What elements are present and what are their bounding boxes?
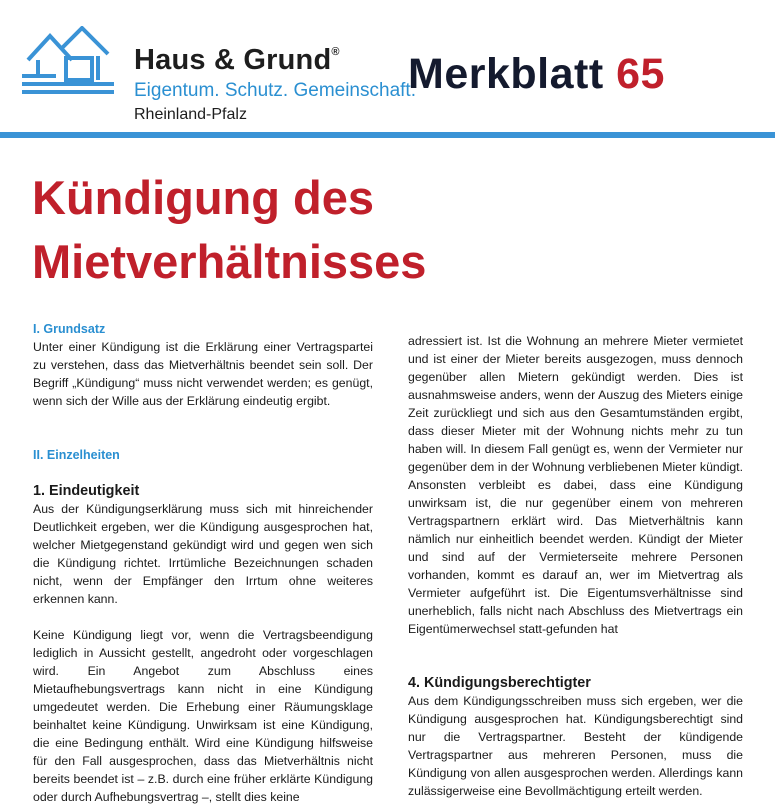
continuation-text: adressiert ist. Ist die Wohnung an mehrere Mieter vermietet und ist einer der Mieter bereits ausgezogen, muss dennoch gegenüber allen Mietern gekündigt werden. Dies ist ausnahmsweise anders, wenn der Auszug des Mieters einige Zeit zurückliegt und sich aus den Gesamtumständen ergibt, dass dieser Mieter mit der Wohnung nichts mehr zu tun haben will. In diesem Fall genügt es, wenn der Vermieter nur gegenüber dem in der Wohnung verbliebenen Mieter kündigt. Ansonsten verbleibt es dabei, dass eine Kündigung unwirksam ist, die nur gegenüber einem von mehreren Vertragspartnern erklärt wird. Das Mietverhältnis kann nämlich nur einheitlich beendet werden. Kündigt der Mieter und sind auf der Vermieterseite mehrere Personen vorhanden, kommt es darauf an, wer im Mietvertrag als Vermieter aufgeführt ist. Die Eigentumsverhältnisse sind unerheblich, falls nicht nach Abschluss des Mietvertrags ein Eigentümerwechsel statt-gefunden hat [408, 334, 743, 636]
eindeutigkeit-text-1: Aus der Kündigungserklärung muss sich mit hinreichender Deutlichkeit ergeben, wer die Kündigung ausgesprochen hat, welcher Mietgegenstand gekündigt wird und gegen wen sich die Kündigung richtet. Irrtümliche Bezeichnungen schaden nicht, wenn der Empfänger den Irrtum ohne weiteres erkennen kann. [33, 502, 373, 606]
page-header [0, 0, 775, 132]
title-line-2: Mietverhältnisses [32, 235, 427, 288]
registered-mark: ® [331, 46, 340, 58]
brand-region: Rheinland-Pfalz [134, 106, 247, 122]
left-column [33, 320, 373, 806]
subheading-kuendigungsberechtigter: 4. Kündigungsberechtigter [408, 675, 591, 691]
grundsatz-text: Unter einer Kündigung ist die Erklärung einer Vertragspartei zu verstehen, dass das Mietverhältnis beendet sein soll. Der Begriff „Kündigung“ muss nicht verwendet werden; es genügt, wenn sich der Wille aus der Erklärung eindeutig ergibt. [33, 340, 373, 408]
right-column [408, 332, 743, 800]
brand-tagline: Eigentum. Schutz. Gemeinschaft. [134, 80, 416, 101]
sheet-label: Merkblatt 65 [408, 50, 665, 98]
sheet-number: 65 [616, 50, 665, 98]
section-heading-grundsatz: I. Grundsatz [33, 322, 106, 336]
kuendigungsberechtigter-text: Aus dem Kündigungsschreiben muss sich ergeben, wer die Kündigung ausgesprochen hat. Kündigungsberechtigt sind nur die Vertragspartner. Besteht der kündigende Vertragspartner aus mehreren Personen, muss die Kündigung von allen ausgesprochen werden. Allerdings kann zulässigerweise eine Bevollmächtigung erteilt werden. [408, 694, 743, 798]
title-line-1: Kündigung des [32, 171, 375, 224]
eindeutigkeit-text-2: Keine Kündigung liegt vor, wenn die Vertragsbeendigung lediglich in Aussicht gestellt, angedroht oder vorgeschlagen wird. Ein Angebot zum Abschluss eines Mietaufhebungsvertrags kann nicht in eine Kündigung umgedeutet werden. Die Erhebung einer Räumungsklage beinhaltet keine Kündigung. Unwirksam ist eine Kündigung, die eine Bedingung enthält. Wird eine Kündigung hilfsweise für den Fall ausgesprochen, dass das Mietverhältnis nicht bereits beendet ist – z.B. durch eine früher erklärte Kündigung oder durch Aufhebungsvertrag –, stellt dies keine [33, 628, 373, 804]
page-title [32, 166, 426, 294]
header-divider [0, 132, 775, 138]
section-heading-einzelheiten: II. Einzelheiten [33, 448, 120, 462]
house-logo-icon [22, 26, 114, 96]
subheading-eindeutigkeit: 1. Eindeutigkeit [33, 483, 140, 499]
brand-name: Haus & Grund® [134, 44, 340, 76]
